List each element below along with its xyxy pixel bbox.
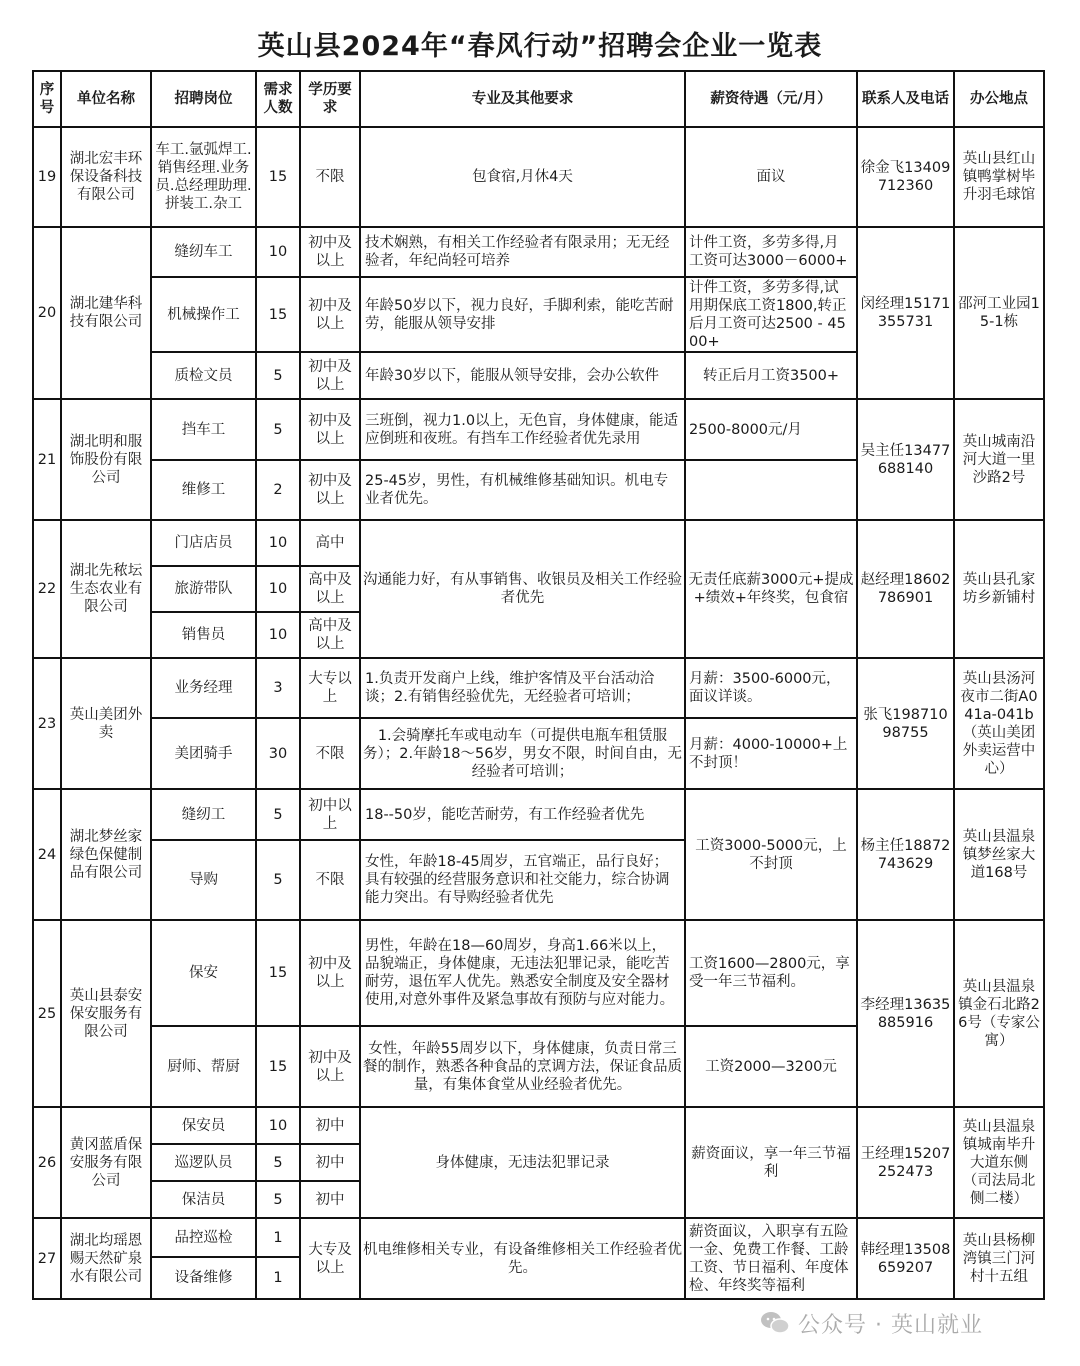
- position-title: 保洁员: [151, 1181, 256, 1218]
- salary: 工资3000-5000元，上不封顶: [685, 789, 857, 920]
- salary: 转正后月工资3500+: [685, 352, 857, 399]
- headcount: 5: [256, 789, 300, 840]
- headcount: 5: [256, 1144, 300, 1181]
- header-count: 需求人数: [256, 71, 300, 127]
- education: 大专以上: [300, 658, 360, 718]
- address: 英山县杨柳湾镇三门河村十五组: [954, 1218, 1044, 1299]
- company-name: 湖北建华科技有限公司: [61, 227, 151, 399]
- requirements: 沟通能力好，有从事销售、收银员及相关工作经验者优先: [360, 520, 685, 658]
- company-name: 黄冈蓝盾保安服务有限公司: [61, 1107, 151, 1218]
- headcount: 10: [256, 1107, 300, 1144]
- address: 英山县温泉镇金石北路26号（专家公寓）: [954, 920, 1044, 1107]
- watermark-text: 公众号 · 英山就业: [798, 1312, 983, 1338]
- table-row: [33, 127, 1044, 227]
- requirements: 身体健康，无违法犯罪记录: [360, 1107, 685, 1218]
- education: 初中及以上: [300, 227, 360, 277]
- requirements: 包食宿,月休4天: [360, 127, 685, 227]
- contact: 赵经理18602786901: [857, 520, 954, 658]
- headcount: 5: [256, 1181, 300, 1218]
- education: 初中: [300, 1144, 360, 1181]
- seq-cell: 27: [33, 1218, 61, 1299]
- salary: 计件工资，多劳多得,试用期保底工资1800,转正后月工资可达2500 - 4500+: [685, 277, 857, 352]
- education: 初中及以上: [300, 920, 360, 1026]
- salary: 计件工资，多劳多得,月工资可达3000－6000+: [685, 227, 857, 277]
- headcount: 1: [256, 1257, 300, 1299]
- education: 高中及以上: [300, 612, 360, 658]
- education: 初中及以上: [300, 1026, 360, 1107]
- position-title: 缝纫车工: [151, 227, 256, 277]
- address: 英山县温泉镇梦丝家大道168号: [954, 789, 1044, 920]
- salary: 薪资面议，入职享有五险一金、免费工作餐、工龄工资、节日福利、年度体检、年终奖等福利: [685, 1218, 857, 1299]
- headcount: 10: [256, 227, 300, 277]
- table-row: [33, 1107, 1044, 1144]
- table-row: [33, 520, 1044, 566]
- contact: 张飞19871098755: [857, 658, 954, 789]
- table-row: [33, 1218, 1044, 1257]
- company-name: 湖北均瑶恩赐天然矿泉水有限公司: [61, 1218, 151, 1299]
- watermark: [760, 1305, 1060, 1341]
- header-salary: 薪资待遇（元/月）: [685, 71, 857, 127]
- headcount: 5: [256, 840, 300, 920]
- education: 初中: [300, 1107, 360, 1144]
- position-title: 维修工: [151, 460, 256, 520]
- position-title: 车工.氩弧焊工.销售经理.业务员.总经理助理.拼装工.杂工: [151, 127, 256, 227]
- education: 高中: [300, 520, 360, 566]
- education: 初中及以上: [300, 277, 360, 352]
- headcount: 3: [256, 658, 300, 718]
- salary: 2500-8000元/月: [685, 399, 857, 460]
- table-row: [33, 789, 1044, 840]
- position-title: 业务经理: [151, 658, 256, 718]
- headcount: 5: [256, 352, 300, 399]
- wechat-icon: [760, 1310, 790, 1336]
- requirements: 25-45岁，男性，有机械维修基础知识。机电专业者优先。: [360, 460, 685, 520]
- contact: 徐金飞13409712360: [857, 127, 954, 227]
- headcount: 15: [256, 920, 300, 1026]
- contact: 韩经理13508659207: [857, 1218, 954, 1299]
- seq-cell: 22: [33, 520, 61, 658]
- seq-cell: 21: [33, 399, 61, 520]
- header-requirements: 专业及其他要求: [360, 71, 685, 127]
- recruitment-table: [32, 70, 1045, 1300]
- seq-cell: 23: [33, 658, 61, 789]
- requirements: 年龄30岁以下，能服从领导安排，会办公软件: [360, 352, 685, 399]
- header-edu: 学历要求: [300, 71, 360, 127]
- education: 初中: [300, 1181, 360, 1218]
- education: 不限: [300, 718, 360, 789]
- education: 高中及以上: [300, 566, 360, 612]
- header-position: 招聘岗位: [151, 71, 256, 127]
- position-title: 美团骑手: [151, 718, 256, 789]
- seq-cell: 24: [33, 789, 61, 920]
- education: 初中以上: [300, 789, 360, 840]
- requirements: 技术娴熟，有相关工作经验者有限录用；无无经验者，年纪尚轻可培养: [360, 227, 685, 277]
- education: 初中及以上: [300, 399, 360, 460]
- contact: 吴主任13477688140: [857, 399, 954, 520]
- headcount: 10: [256, 612, 300, 658]
- address: 英山城南沿河大道一里沙路2号: [954, 399, 1044, 520]
- company-name: 英山美团外卖: [61, 658, 151, 789]
- header-row: [33, 71, 1044, 127]
- seq-cell: 26: [33, 1107, 61, 1218]
- table-row: [33, 227, 1044, 277]
- requirements: 年龄50岁以下，视力良好，手脚利索，能吃苦耐劳，能服从领导安排: [360, 277, 685, 352]
- company-name: 湖北明和服饰股份有限公司: [61, 399, 151, 520]
- position-title: 保安员: [151, 1107, 256, 1144]
- position-title: 品控巡检: [151, 1218, 256, 1257]
- education: 不限: [300, 840, 360, 920]
- headcount: 30: [256, 718, 300, 789]
- contact: 王经理15207252473: [857, 1107, 954, 1218]
- address: 英山县温泉镇城南毕升大道东侧（司法局北侧二楼）: [954, 1107, 1044, 1218]
- requirements: 女性，年龄55周岁以下，身体健康，负责日常三餐的制作，熟悉各种食品的烹调方法，保证食品质量，有集体食堂从业经验者优先。: [360, 1026, 685, 1107]
- address: 英山县孔家坊乡新铺村: [954, 520, 1044, 658]
- header-address: 办公地点: [954, 71, 1044, 127]
- education: 初中及以上: [300, 460, 360, 520]
- seq-cell: 19: [33, 127, 61, 227]
- contact: 李经理13635885916: [857, 920, 954, 1107]
- table-row: [33, 658, 1044, 718]
- position-title: 机械操作工: [151, 277, 256, 352]
- salary: 无责任底薪3000元+提成+绩效+年终奖，包食宿: [685, 520, 857, 658]
- position-title: 质检文员: [151, 352, 256, 399]
- position-title: 门店店员: [151, 520, 256, 566]
- requirements: 1.会骑摩托车或电动车（可提供电瓶车租赁服务）；2.年龄18～56岁，男女不限，时间自由，无经验者可培训；: [360, 718, 685, 789]
- position-title: 销售员: [151, 612, 256, 658]
- salary: 面议: [685, 127, 857, 227]
- company-name: 英山县泰安保安服务有限公司: [61, 920, 151, 1107]
- requirements: 三班倒，视力1.0以上，无色盲，身体健康，能适应倒班和夜班。有挡车工作经验者优先录用: [360, 399, 685, 460]
- requirements: 机电维修相关专业，有设备维修相关工作经验者优先。: [360, 1218, 685, 1299]
- headcount: 2: [256, 460, 300, 520]
- salary: 薪资面议，享一年三节福利: [685, 1107, 857, 1218]
- header-company: 单位名称: [61, 71, 151, 127]
- position-title: 缝纫工: [151, 789, 256, 840]
- position-title: 设备维修: [151, 1257, 256, 1299]
- position-title: 导购: [151, 840, 256, 920]
- seq-cell: 25: [33, 920, 61, 1107]
- headcount: 15: [256, 1026, 300, 1107]
- requirements: 18--50岁，能吃苦耐劳，有工作经验者优先: [360, 789, 685, 840]
- company-name: 湖北先秾坛生态农业有限公司: [61, 520, 151, 658]
- header-contact: 联系人及电话: [857, 71, 954, 127]
- company-name: 湖北宏丰环保设备科技有限公司: [61, 127, 151, 227]
- salary: 工资2000—3200元: [685, 1026, 857, 1107]
- address: 英山县红山镇鸭掌树毕升羽毛球馆: [954, 127, 1044, 227]
- headcount: 10: [256, 520, 300, 566]
- education: 不限: [300, 127, 360, 227]
- salary: 月薪：4000-10000+上不封顶！: [685, 718, 857, 789]
- position-title: 巡逻队员: [151, 1144, 256, 1181]
- seq-cell: 20: [33, 227, 61, 399]
- header-seq: 序号: [33, 71, 61, 127]
- headcount: 15: [256, 277, 300, 352]
- requirements: 女性，年龄18-45周岁，五官端正，品行良好；具有较强的经营服务意识和社交能力，综合协调能力突出。有导购经验者优先: [360, 840, 685, 920]
- table-row: [33, 399, 1044, 460]
- requirements: 1.负责开发商户上线，维护客情及平台活动洽谈；2.有销售经验优先，无经验者可培训；: [360, 658, 685, 718]
- contact: 闵经理15171355731: [857, 227, 954, 399]
- headcount: 15: [256, 127, 300, 227]
- position-title: 挡车工: [151, 399, 256, 460]
- position-title: 厨师、帮厨: [151, 1026, 256, 1107]
- salary: 月薪：3500-6000元，面议详谈。: [685, 658, 857, 718]
- address: 邵河工业园15-1栋: [954, 227, 1044, 399]
- headcount: 10: [256, 566, 300, 612]
- position-title: 旅游带队: [151, 566, 256, 612]
- address: 英山县汤河夜市二街A041a-041b（英山美团外卖运营中心）: [954, 658, 1044, 789]
- salary: [685, 460, 857, 520]
- headcount: 1: [256, 1218, 300, 1257]
- table-row: [33, 920, 1044, 1026]
- salary: 工资1600—2800元，享受一年三节福利。: [685, 920, 857, 1026]
- education: 初中及以上: [300, 352, 360, 399]
- education: 大专及以上: [300, 1218, 360, 1299]
- headcount: 5: [256, 399, 300, 460]
- company-name: 湖北梦丝家绿色保健制品有限公司: [61, 789, 151, 920]
- requirements: 男性，年龄在18—60周岁，身高1.66米以上，品貌端正，身体健康，无违法犯罪记录，能吃苦耐劳，退伍军人优先。熟悉安全制度及安全器材使用,对意外事件及紧急事故有预防与应对能力。: [360, 920, 685, 1026]
- position-title: 保安: [151, 920, 256, 1026]
- page-title: 英山县2024年“春风行动”招聘会企业一览表: [257, 31, 823, 62]
- contact: 杨主任18872743629: [857, 789, 954, 920]
